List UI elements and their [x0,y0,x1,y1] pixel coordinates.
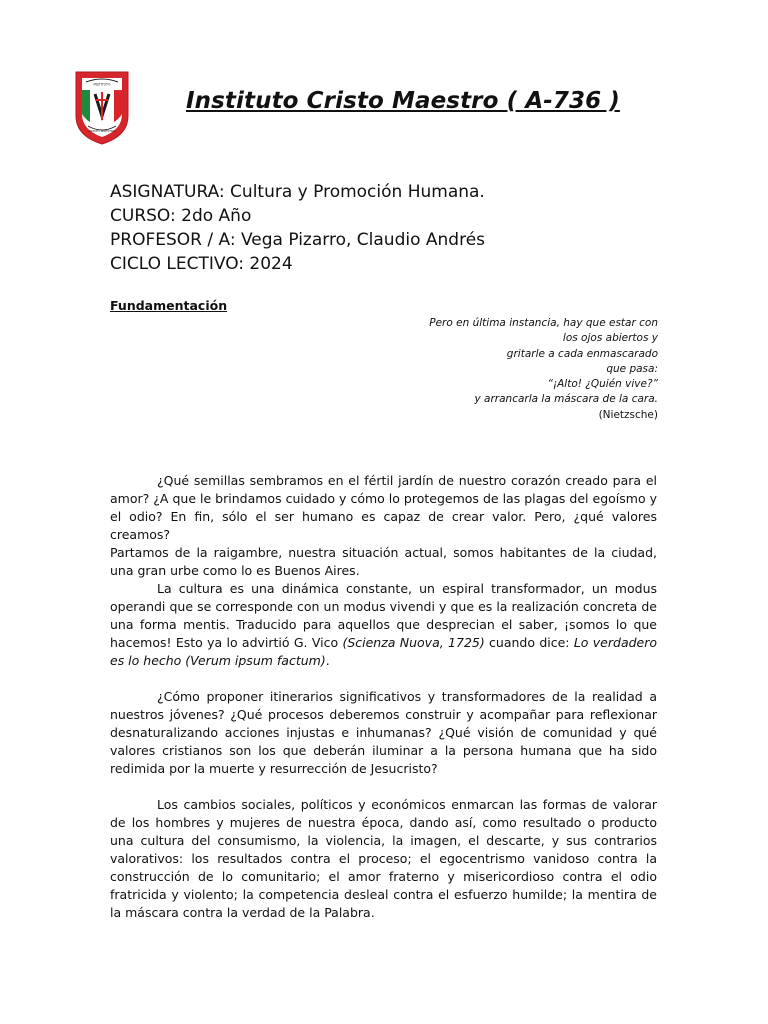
school-year-line: CICLO LECTIVO: 2024 [110,254,293,274]
epigraph-line: gritarle a cada enmascarado [506,347,658,360]
latin-quote: Lo verdadero es lo hecho (Verum ipsum factum) [110,635,658,668]
paragraph-4: ¿Cómo proponer itinerarios significativos y transformadores de la realidad a nuestros jóvenes? ¿Qué procesos deberemos construir y acompañar para reflexionar desnaturalizando acciones injustas e inhumanas? ¿Qué visión de comunidad y qué valores cristianos son los que deberán iluminar a la persona humana que ha sido redimida por la muerte y resurrección de Jesucristo? [110,689,657,776]
section-heading: Fundamentación [110,298,228,313]
paragraph-3-connector: cuando dice: [484,635,574,650]
paragraph-2: Partamos de la raigambre, nuestra situación actual, somos habitantes de la ciudad, una gran urbe como lo es Buenos Aires. [110,545,657,578]
svg-text:CRISTO MAESTRO: CRISTO MAESTRO [88,129,116,133]
paragraph-1: ¿Qué semillas sembramos en el fértil jardín de nuestro corazón creado para el amor? ¿A que le brindamos cuidado y cómo lo protegemos de las plagas del egoísmo y el odio? En fin, sólo el ser humano es capaz de crear valor. Pero, ¿qué valores creamos? [110,473,657,542]
teacher-line: PROFESOR / A: Vega Pizarro, Claudio Andrés [110,230,486,250]
epigraph-line: que pasa: [606,362,658,375]
epigraph-line: los ojos abiertos y [562,332,658,345]
epigraph-line: “¡Alto! ¿Quién vive?” [547,378,658,391]
course-line: CURSO: 2do Año [110,206,252,226]
epigraph-line: Pero en última instancia, hay que estar con [429,317,658,329]
citation: (Scienza Nuova, 1725) [342,635,485,650]
paragraph-3 [110,580,657,670]
course-info [110,180,485,276]
paragraph-5: Los cambios sociales, políticos y económicos enmarcan las formas de valorar de los hombres y mujeres de nuestra época, dando así, como resultado o producto una cultura del consumismo, la violencia, la imagen, el descarte, y sus contrarios valorativos: los resultados contra el proceso; el egocentrismo vanidoso contra la construcción de lo comunitario; el amor fraterno y misericordioso contra el odio fratricida y violento; la competencia desleal contra el esfuerzo humilde; la mentira de la máscara contra la verdad de la Palabra. [110,797,657,920]
epigraph-line: y arrancarla la máscara de la cara. [474,393,658,406]
paragraph-3-text: La cultura es una dinámica constante, un espiral transformador, un modus operandi que se corresponde con un modus vivendi y que es la realización concreta de una forma mentis. Traducido para aquellos que desprecian el saber, ¡somos lo que hacemos! Esto ya lo advirtió G. Vico [110,581,657,650]
page-title: Instituto Cristo Maestro ( A-736 ) [186,88,620,114]
svg-text:INSTITUTO: INSTITUTO [93,82,111,87]
epigraph-author: (Nietzsche) [598,408,658,421]
body-text [110,472,657,922]
paragraph-3-end: . [325,653,330,668]
subject-line: ASIGNATURA: Cultura y Promoción Humana. [110,182,485,202]
school-crest-icon [74,70,130,146]
epigraph [429,316,658,423]
